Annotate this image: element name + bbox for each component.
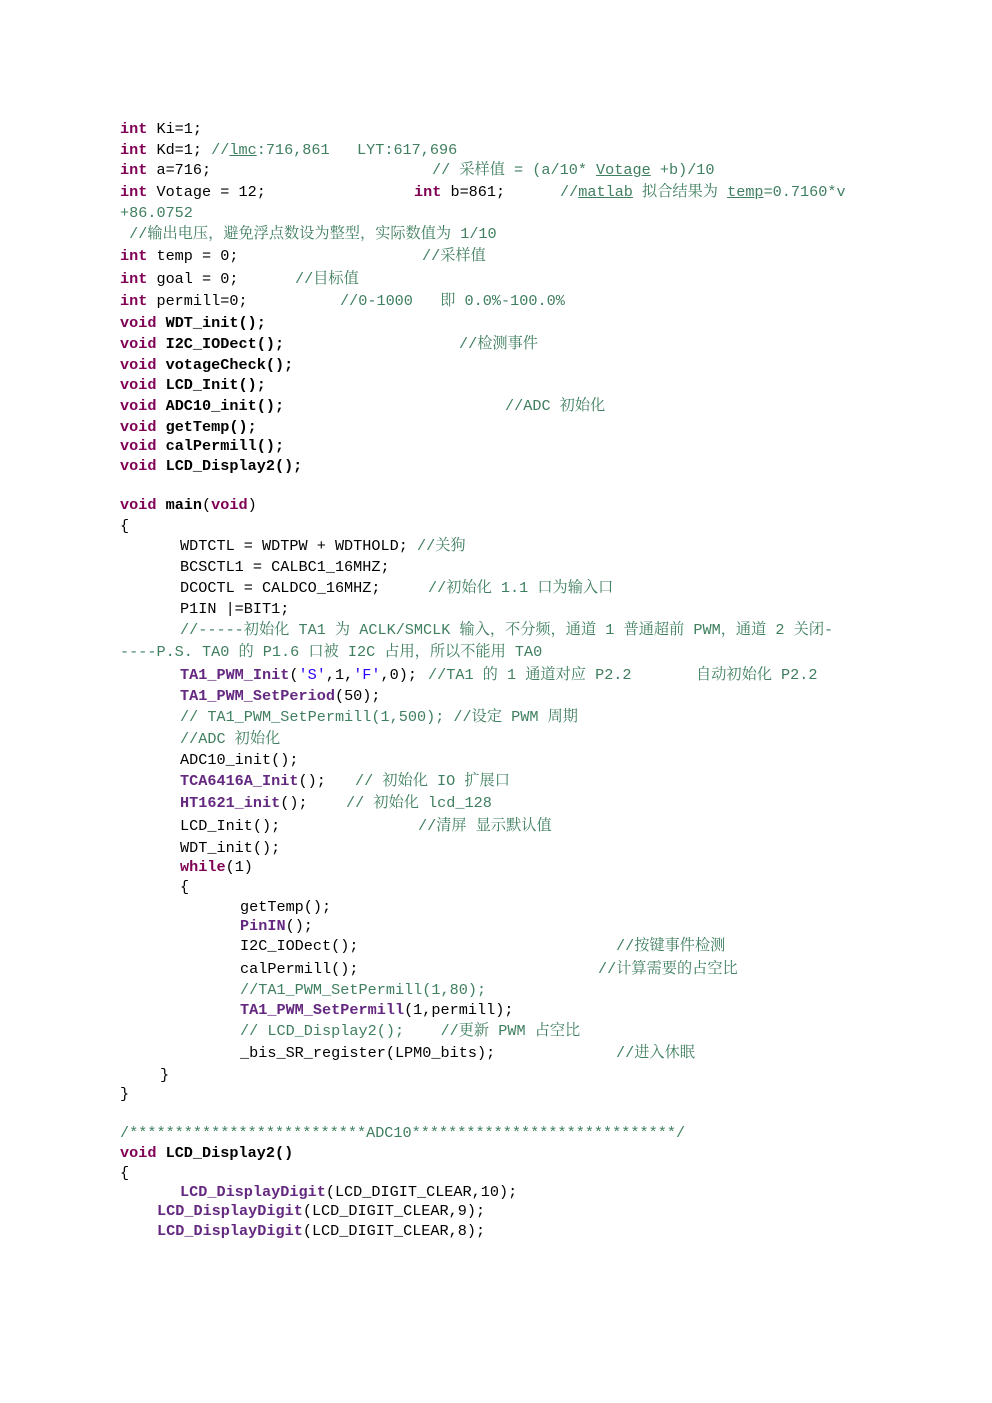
comment: //ADC 初始化 (505, 397, 606, 415)
comment-segment (428, 578, 613, 598)
code-segment (120, 313, 266, 333)
code-text: _bis_SR_register(LPM0_bits); (240, 1044, 496, 1062)
code-segment (157, 1201, 485, 1221)
keyword: void (120, 437, 157, 455)
keyword: void (120, 418, 157, 436)
code-line (0, 816, 992, 836)
keyword: int (120, 141, 148, 159)
code-line (0, 160, 992, 180)
code-segment (120, 355, 293, 375)
code-text: (); (280, 794, 308, 812)
code-segment (120, 269, 238, 289)
code-text: (); (285, 917, 313, 935)
comment-segment (428, 665, 632, 685)
comment-segment (560, 182, 846, 202)
keyword: int (120, 183, 148, 201)
keyword: void (120, 356, 157, 374)
code-text: temp = 0; (147, 247, 239, 265)
code-segment (120, 396, 284, 416)
code-text: BCSCTL1 = CALBC1_16MHZ; (180, 558, 390, 576)
comment: //计算需要的占空比 (598, 960, 738, 978)
code-text: a=716; (147, 161, 212, 179)
comment: // 初始化 lcd_128 (346, 794, 492, 812)
code-text: ) (247, 496, 257, 514)
code-text: (1) (225, 858, 253, 876)
code-segment (180, 750, 298, 770)
comment-segment (120, 1123, 685, 1143)
code-line (0, 1143, 992, 1163)
code-segment (180, 877, 189, 897)
code-line (0, 707, 992, 727)
code-segment (180, 1182, 517, 1202)
function-declaration: getTemp(); (156, 418, 257, 436)
code-segment (180, 686, 381, 706)
code-text: permill=0; (147, 292, 248, 310)
code-text: Votage = 12; (147, 183, 266, 201)
code-line (0, 291, 992, 311)
code-line (0, 557, 992, 577)
code-line (0, 771, 992, 791)
code-segment (180, 793, 308, 813)
function-declaration: I2C_IODect(); (156, 335, 285, 353)
code-text: calPermill(); (240, 960, 359, 978)
comment-underlined-word: matlab (578, 183, 633, 201)
keyword: while (180, 858, 226, 876)
comment-segment (346, 793, 492, 813)
code-segment (240, 936, 358, 956)
code-line (0, 203, 992, 223)
keyword: int (120, 120, 148, 138)
code-line (0, 1182, 992, 1202)
code-text: WDT_init(); (180, 839, 281, 857)
comment: //清屏 显示默认值 (418, 817, 552, 835)
code-line (0, 355, 992, 375)
code-segment (180, 857, 253, 877)
code-segment (240, 959, 358, 979)
code-line (0, 665, 992, 685)
code-line (0, 1000, 992, 1020)
comment: 自动初始化 P2.2 (696, 666, 818, 684)
comment-segment (505, 396, 605, 416)
function-call: TA1_PWM_SetPeriod (180, 687, 335, 705)
keyword: void (120, 335, 157, 353)
code-line (0, 269, 992, 289)
comment-segment (240, 980, 486, 1000)
code-line (0, 140, 992, 160)
code-line (0, 1221, 992, 1241)
code-line (0, 578, 992, 598)
code-segment (120, 1143, 293, 1163)
code-line (0, 436, 992, 456)
keyword: int (120, 247, 148, 265)
comment: +b)/10 (650, 161, 715, 179)
function-call: LCD_DisplayDigit (180, 1183, 326, 1201)
comment-segment (418, 816, 552, 836)
string-literal: 'S' (298, 666, 326, 684)
code-line (0, 375, 992, 395)
code-segment (120, 417, 257, 437)
comment: // LCD_Display2(); //更新 PWM 占空比 (240, 1022, 581, 1040)
code-line (0, 1201, 992, 1221)
keyword: int (120, 161, 148, 179)
keyword: void (211, 496, 248, 514)
comment: +86.0752 (120, 204, 193, 222)
comment: //采样值 (422, 247, 486, 265)
string-literal: 'F' (353, 666, 381, 684)
comment-segment (598, 959, 738, 979)
code-line (0, 620, 992, 640)
code-segment (120, 495, 257, 515)
keyword: void (120, 376, 157, 394)
function-call: PinIN (240, 917, 286, 935)
comment: //进入休眠 (616, 1044, 695, 1062)
code-text: Kd=1; (147, 141, 212, 159)
comment-segment (180, 729, 280, 749)
comment-segment (340, 291, 565, 311)
function-declaration: WDT_init(); (156, 314, 266, 332)
comment-segment (120, 224, 497, 244)
code-segment (120, 334, 284, 354)
function-declaration: votageCheck(); (156, 356, 294, 374)
comment-segment (616, 1043, 695, 1063)
comment-segment (422, 246, 486, 266)
comment-segment (459, 334, 538, 354)
function-call: TA1_PWM_SetPermill (240, 1001, 405, 1019)
comment-segment (180, 707, 578, 727)
code-line (0, 980, 992, 1000)
code-segment (120, 436, 284, 456)
keyword: void (120, 1144, 157, 1162)
code-text: (50); (334, 687, 381, 705)
code-segment (180, 838, 280, 858)
code-line (0, 1065, 992, 1085)
code-line (0, 750, 992, 770)
code-segment (414, 182, 505, 202)
brace: } (160, 1066, 170, 1084)
code-line (0, 897, 992, 917)
function-declaration: LCD_Display2(); (156, 457, 303, 475)
code-line (0, 936, 992, 956)
code-line (0, 1043, 992, 1063)
code-text: Ki=1; (147, 120, 203, 138)
brace: { (180, 878, 190, 896)
function-call: LCD_DisplayDigit (157, 1202, 303, 1220)
code-text: ( (202, 496, 212, 514)
comment: //按键事件检测 (616, 937, 726, 955)
keyword: void (120, 314, 157, 332)
code-line (0, 877, 992, 897)
code-line (0, 916, 992, 936)
comment-segment (240, 1021, 580, 1041)
function-declaration: ADC10_init(); (156, 397, 285, 415)
function-call: HT1621_init (180, 794, 281, 812)
comment-segment (120, 642, 542, 662)
code-segment (180, 578, 381, 598)
code-segment (240, 897, 331, 917)
code-text: (LCD_DIGIT_CLEAR,9); (302, 1202, 486, 1220)
code-line (0, 1021, 992, 1041)
code-text: (LCD_DIGIT_CLEAR,10); (325, 1183, 518, 1201)
code-segment (120, 291, 248, 311)
code-text: getTemp(); (240, 898, 332, 916)
code-line (0, 729, 992, 749)
comment: //检测事件 (459, 335, 538, 353)
comment-underlined-word: temp (727, 183, 764, 201)
code-line (0, 495, 992, 515)
code-segment (180, 536, 466, 556)
comment: //输出电压，避免浮点数设为整型，实际数值为 1/10 (120, 225, 497, 243)
comment: // 采样值 = (a/10* (432, 161, 597, 179)
code-line (0, 313, 992, 333)
code-line (0, 516, 992, 536)
code-segment (120, 1163, 129, 1183)
function-call: TA1_PWM_Init (180, 666, 290, 684)
code-line (0, 1123, 992, 1143)
comment: //0-1000 即 0.0%-100.0% (340, 292, 565, 310)
code-segment (160, 1065, 169, 1085)
code-segment (180, 816, 280, 836)
code-segment (157, 1221, 485, 1241)
code-segment (240, 916, 313, 936)
code-text: (LCD_DIGIT_CLEAR,8); (302, 1222, 486, 1240)
code-line (0, 838, 992, 858)
code-line (0, 536, 992, 556)
comment: //TA1_PWM_SetPermill(1,80); (240, 981, 487, 999)
code-segment (120, 1084, 129, 1104)
brace: } (120, 1085, 130, 1103)
comment-segment (355, 771, 510, 791)
code-line (0, 246, 992, 266)
comment: //ADC 初始化 (180, 730, 281, 748)
code-segment (180, 771, 326, 791)
comment-underlined-word: lmc (229, 141, 257, 159)
comment: // (211, 141, 230, 159)
code-line (0, 182, 992, 202)
code-line (0, 224, 992, 244)
comment-underlined-word: Votage (596, 161, 651, 179)
code-line (0, 793, 992, 813)
code-text: goal = 0; (147, 270, 239, 288)
comment-segment (180, 620, 833, 640)
keyword: int (120, 292, 148, 310)
comment: :716,861 LYT:617,696 (256, 141, 458, 159)
code-line (0, 334, 992, 354)
code-line (0, 686, 992, 706)
code-segment (120, 516, 129, 536)
comment: //初始化 1.1 口为输入口 (428, 579, 614, 597)
code-segment (240, 1043, 495, 1063)
comment: //目标值 (295, 270, 359, 288)
comment: ----P.S. TA0 的 P1.6 口被 I2C 占用，所以不能用 TA0 (120, 643, 543, 661)
comment: //-----初始化 TA1 为 ACLK/SMCLK 输入，不分频，通道 1 普通超前 PWM，通道 2 关闭- (180, 621, 834, 639)
code-line (0, 959, 992, 979)
code-line (0, 599, 992, 619)
comment: 拟合结果为 (632, 183, 728, 201)
code-line (0, 1163, 992, 1183)
comment-segment (432, 160, 715, 180)
comment-segment (120, 203, 193, 223)
keyword: void (120, 496, 157, 514)
code-segment (180, 665, 417, 685)
code-line (0, 857, 992, 877)
code-text: I2C_IODect(); (240, 937, 359, 955)
code-line (0, 456, 992, 476)
comment: //TA1 的 1 通道对应 P2.2 (428, 666, 632, 684)
comment: // 初始化 IO 扩展口 (355, 772, 510, 790)
function-declaration: LCD_Display2() (156, 1144, 294, 1162)
code-segment (120, 140, 457, 160)
comment-segment (696, 665, 818, 685)
function-declaration: LCD_Init(); (156, 376, 266, 394)
function-call: TCA6416A_Init (180, 772, 299, 790)
code-text: P1IN |=BIT1; (180, 600, 290, 618)
code-text: b=861; (441, 183, 506, 201)
code-text: WDTCTL = WDTPW + WDTHOLD; (180, 537, 417, 555)
brace: { (120, 517, 130, 535)
keyword: int (414, 183, 442, 201)
comment: // (560, 183, 579, 201)
function-call: LCD_DisplayDigit (157, 1222, 303, 1240)
code-text: ( (289, 666, 299, 684)
code-segment (120, 182, 266, 202)
code-text: ADC10_init(); (180, 751, 299, 769)
code-segment (180, 599, 289, 619)
code-text: ,1, (325, 666, 354, 684)
code-text: (1,permill); (404, 1001, 514, 1019)
keyword: void (120, 457, 157, 475)
code-segment (240, 1000, 513, 1020)
section-banner-comment: /**************************ADC10*****************************/ (120, 1124, 686, 1142)
code-segment (120, 119, 202, 139)
function-declaration: main (156, 496, 203, 514)
code-text: ,0); (380, 666, 417, 684)
code-segment (180, 557, 390, 577)
function-declaration: calPermill(); (156, 437, 285, 455)
code-segment (120, 160, 211, 180)
keyword: void (120, 397, 157, 415)
code-line (0, 642, 992, 662)
comment-segment (616, 936, 725, 956)
code-line (0, 1084, 992, 1104)
code-text: LCD_Init(); (180, 817, 281, 835)
comment: // TA1_PWM_SetPermill(1,500); //设定 PWM 周期 (180, 708, 578, 726)
keyword: int (120, 270, 148, 288)
brace: { (120, 1164, 130, 1182)
comment: =0.7160*v (763, 183, 846, 201)
code-segment (120, 246, 238, 266)
comment-segment (295, 269, 359, 289)
comment: //关狗 (416, 537, 466, 555)
code-segment (120, 375, 266, 395)
code-line (0, 119, 992, 139)
code-text: (); (298, 772, 326, 790)
code-line (0, 396, 992, 416)
code-line (0, 417, 992, 437)
code-text: DCOCTL = CALDCO_16MHZ; (180, 579, 381, 597)
code-segment (120, 456, 302, 476)
